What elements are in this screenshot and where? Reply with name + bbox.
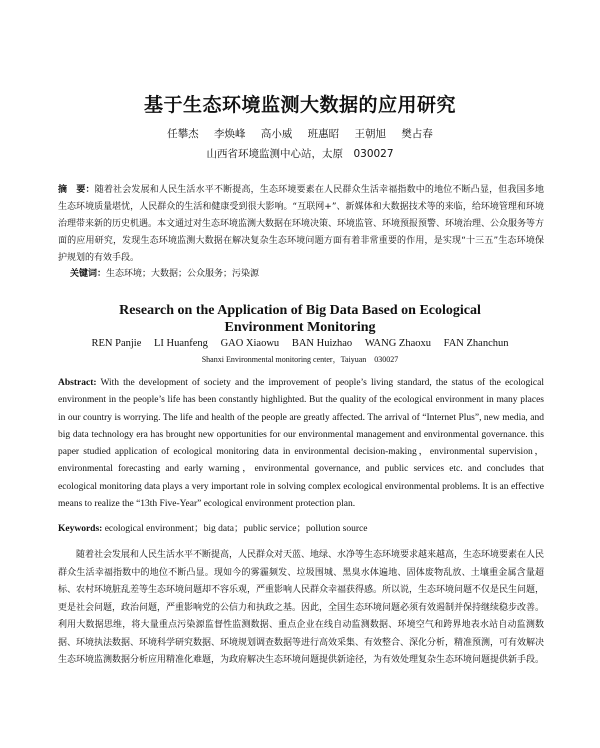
chinese-keywords <box>70 266 540 279</box>
chinese-author: 班惠昭 <box>307 128 340 140</box>
english-title <box>0 302 600 336</box>
chinese-author: 任攀杰 <box>167 128 199 140</box>
english-keywords-label: Keywords: <box>58 524 103 534</box>
english-author-list <box>0 338 600 349</box>
english-title-line: Environment Monitoring <box>224 320 376 335</box>
chinese-abstract-label: 摘 要： <box>58 185 95 195</box>
english-author: REN Panjie <box>91 338 142 349</box>
chinese-author: 王朝旭 <box>354 128 387 140</box>
english-abstract-text: With the development of society and the improvement of people’s living standard, the status of the ecological environment in the people’s life has been constantly highlighted. But the quality of the ecological environment in many places in our country is worrying. The life and health of the people are greatly affected. The arrival of “Internet Plus”, new media, and big data technology era has brought new opportunities for our environmental management and environmental governance. this paper studied application of ecological monitoring data in environmental decision-making，environmental supervision，environmental forecasting and early warning，environmental governance, and public services etc. and concludes that ecological monitoring data plays a very important role in solving complex ecological environmental problems. It is an effective means to realize the “13th Five-Year” ecological environment protection plan. <box>58 378 544 510</box>
chinese-affiliation: 山西省环境监测中心站，太原 030027 <box>206 148 394 160</box>
chinese-author: 樊占春 <box>401 128 433 140</box>
english-author: FAN Zhanchun <box>443 338 509 349</box>
english-author: BAN Huizhao <box>291 338 353 349</box>
body-section <box>58 547 544 670</box>
chinese-author-list <box>0 126 600 141</box>
chinese-title: 基于生态环境监测大数据的应用研究 <box>143 94 456 116</box>
english-author: LI Huanfeng <box>154 338 208 349</box>
english-keywords-text: ecological environment；big data；public service；pollution source <box>104 524 368 534</box>
english-abstract <box>58 375 544 513</box>
chinese-keywords-text: 生态环境；大数据；公众服务；污染源 <box>106 269 260 279</box>
chinese-author: 高小威 <box>260 128 293 140</box>
english-keywords <box>58 520 544 534</box>
chinese-abstract-text: 随着社会发展和人民生活水平不断提高，生态环境要素在人民群众生活幸福指数中的地位不断凸显，但我国多地生态环境质量堪忧，人民群众的生活和健康受到很大影响。“互联网+”、新媒体和大数据技术等的来临，给环境管理和环境治理带来新的历史机遇。本文通过对生态环境监测大数据在环境决策、环境监管、环境预报预警、环境治理、公众服务等方面的应用研究，发现生态环境监测大数据在解决复杂生态环境问题方面有着非常重要的作用，是实现“十三五”生态环境保护规划的有效手段。 <box>58 185 545 263</box>
chinese-abstract <box>58 182 544 267</box>
chinese-author: 李焕峰 <box>213 128 246 140</box>
english-author: GAO Xiaowu <box>220 338 280 349</box>
english-title-line: Research on the Application of Big Data Based on Ecological <box>119 303 481 318</box>
english-affiliation: Shanxi Environmental monitoring center，Taiyuan 030027 <box>201 355 399 364</box>
english-abstract-label: Abstract: <box>58 378 97 388</box>
body-paragraph: 随着社会发展和人民生活水平不断提高，人民群众对天蓝、地绿、水净等生态环境要求越来越高，生态环境要素在人民群众生活幸福指数中的地位不断凸显。现如今的雾霾频发、垃圾围城、黑臭水体遍地、固体废物乱放、土壤重金属含量超标、农村环境脏乱差等生态环境问题却不容乐观，严重影响人民群众幸福获得感。所以说，生态环境问题不仅是民生问题，更是社会问题，政治问题，严重影响党的公信力和执政之基。因此，全国生态环境问题必须有效遏制并保持继续稳步改善。利用大数据思维，将大量重点污染源监督性监测数据、重点企业在线自动监测数据、环境空气和跨界地表水站自动监测数据、环境执法数据、环境科学研究数据、环境规划调查数据等进行高效采集、有效整合、深化分析，精准预测，可有效解决生态环境监测数据分析应用精准化难题，为政府解决生态环境问题提供新途径，为有效处理复杂生态环境问题提供新手段。 <box>58 550 545 665</box>
english-author: WANG Zhaoxu <box>364 338 432 349</box>
chinese-keywords-label: 关键词： <box>70 269 107 279</box>
